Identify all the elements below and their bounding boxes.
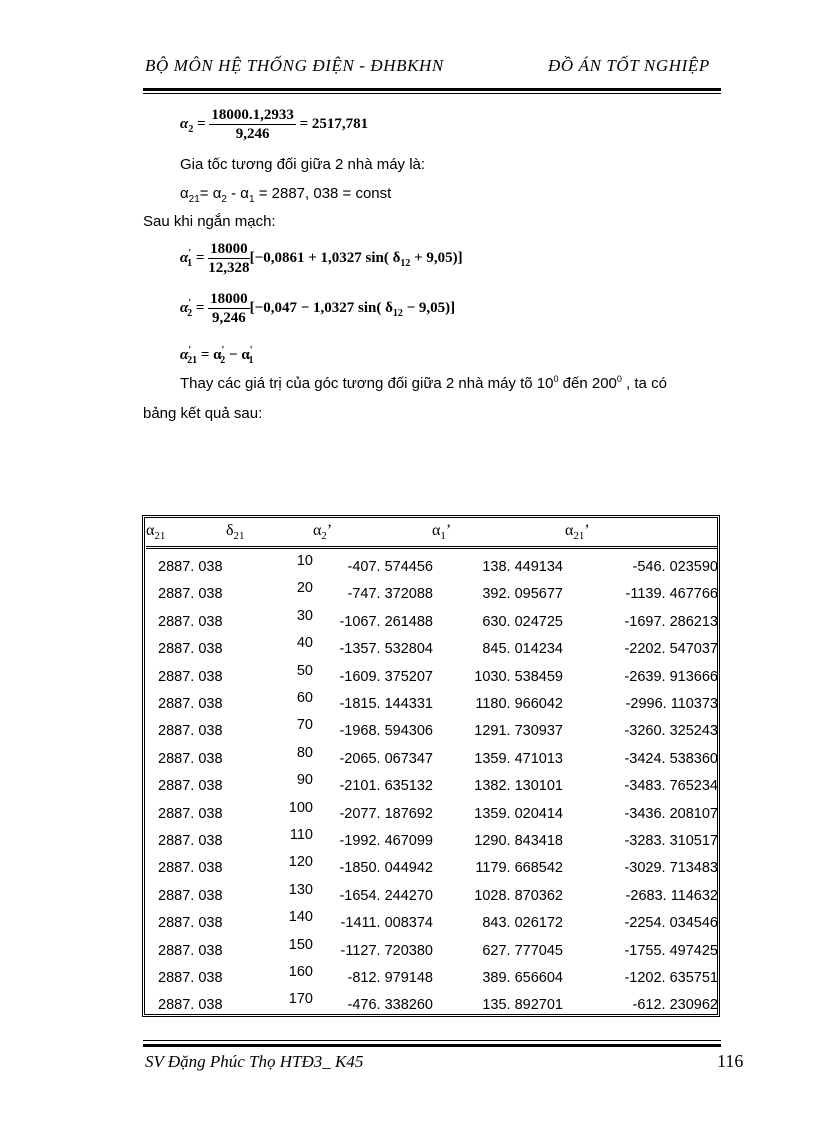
relative-accel-text: Gia tốc tương đối giữa 2 nhà máy là: [180,156,426,173]
table-cell: 2887. 038 [158,942,223,959]
table-cell: -2996. 110373 [625,696,718,712]
table-cell: 130 [288,881,313,898]
table-cell: -1609. 375207 [339,668,433,685]
table-row [146,827,718,855]
table-cell: 1030. 538459 [474,668,563,685]
table-cell: 2887. 038 [158,723,223,740]
table-cell: 2887. 038 [158,778,223,795]
col-header-alpha21: $\alpha_{21}$ [146,522,166,543]
table-cell: 845. 014234 [482,641,563,658]
equation-alpha21: $\alpha_{21}= \alpha_2 - \alpha_1 = 2887$, 038 = const [180,185,392,205]
table-cell: -1654. 244270 [339,887,433,904]
equation-alpha2: $\alpha_2$ = $\frac{18000.1,2933}{9,246}$ = 2517,781 [180,107,369,142]
table-row [146,635,718,663]
table-cell: 2887. 038 [158,970,223,986]
paragraph-line2: bảng kết quả sau: [143,405,263,422]
table-cell: 2887. 038 [158,833,223,849]
table-cell: 389. 656604 [482,970,563,986]
table-cell: 2887. 038 [158,641,223,658]
table-cell: -1755. 497425 [624,942,718,959]
table-cell: -1992. 467099 [339,833,433,849]
table-cell: 110 [289,827,313,843]
table-cell: 843. 026172 [482,915,563,932]
table-cell: -612. 230962 [632,997,718,1014]
table-row [146,964,718,992]
table-cell: 30 [296,607,313,624]
col-header-alpha2-prime: $\alpha_2$’ [313,522,333,543]
table-cell: -2202. 547037 [624,641,718,658]
header-left: BỘ MÔN HỆ THỐNG ĐIỆN - ĐHBKHN [145,56,444,75]
table-cell: -2683. 114632 [625,887,718,904]
table-row [146,580,718,608]
table-cell: -407. 574456 [347,559,433,575]
table-cell: -3483. 765234 [624,778,718,795]
paragraph-line1: Thay các giá trị của góc tương đối giữa 2 nhà máy tõ $10^0$ đến $200^0$ , ta có [180,374,667,392]
table-row [146,663,718,691]
table-cell: -1815. 144331 [339,696,433,712]
table-cell: 40 [296,635,313,652]
table-cell: 150 [288,936,313,953]
table-row [146,800,718,828]
table-cell: 138. 449134 [482,559,563,575]
table-cell: -1202. 635751 [624,970,718,986]
table-row [146,937,718,965]
table-cell: 1180. 966042 [475,696,563,712]
equation-alpha1-prime: $\alpha'_1$ = $\frac{18000}{12,328}$ [−0,0861 + 1,0327 sin( $\delta_{12} + 9,05$)] [180,241,463,276]
equation-alpha2-prime: $\alpha'_2$ = $\frac{18000}{9,246}$ [−0,047 − 1,0327 sin( $\delta_{12} - 9,05$)] [180,291,456,326]
table-cell: 2887. 038 [158,613,223,630]
table-cell: 1382. 130101 [474,778,563,795]
header-rule-thin [143,93,721,94]
table-row [146,882,718,910]
table-row [146,772,718,800]
table-cell: 100 [288,799,313,816]
table-cell: 70 [296,717,313,734]
table-cell: 2887. 038 [158,860,223,877]
after-short-circuit-text: Sau khi ngắn mạch: [143,213,276,230]
table-cell: 2887. 038 [158,887,223,904]
table-cell: -812. 979148 [347,970,433,986]
table-cell: -1968. 594306 [339,723,433,740]
table-cell: 160 [288,964,313,980]
table-cell: 90 [296,772,313,789]
table-cell: 2887. 038 [158,805,223,822]
table-cell: 392. 095677 [482,586,563,603]
table-cell: -3260. 325243 [624,723,718,740]
table-cell: -1067. 261488 [339,613,433,630]
equation-alpha21-prime: $\alpha'_{21} = \alpha'_2 - \alpha'_1$ [180,345,254,366]
table-cell: -2077. 187692 [339,805,433,822]
footer-rule-thick [143,1044,721,1047]
table-cell: -3283. 310517 [624,833,718,849]
table-row [146,991,718,1019]
table-cell: 1291. 730937 [474,723,563,740]
table-cell: -3424. 538360 [624,750,718,767]
table-cell: -2254. 034546 [624,915,718,932]
table-cell: -747. 372088 [347,586,433,603]
table-cell: 2887. 038 [158,586,223,603]
col-header-delta21: $\delta_{21}$ [226,522,245,543]
footer-author: SV Đặng Phúc Thọ HTĐ3_ K45 [145,1052,364,1071]
table-cell: -1127. 720380 [340,942,433,959]
table-cell: 1179. 668542 [475,860,563,877]
table-cell: -476. 338260 [347,997,433,1014]
table-cell: -1850. 044942 [339,860,433,877]
table-cell: 1028. 870362 [474,887,563,904]
table-cell: 2887. 038 [158,668,223,685]
table-cell: 120 [288,854,313,871]
table-cell: -3029. 713483 [624,860,718,877]
table-row [146,854,718,882]
table-cell: 630. 024725 [482,613,563,630]
table-row [146,553,718,581]
table-cell: 20 [296,580,313,597]
table-cell: -1139. 467766 [625,586,718,603]
table-cell: 80 [296,744,313,761]
table-cell: 1359. 471013 [474,750,563,767]
table-cell: 50 [296,662,313,679]
table-cell: 170 [288,991,313,1008]
table-cell: 2887. 038 [158,997,223,1014]
table-row [146,717,718,745]
table-cell: -2065. 067347 [339,750,433,767]
table-cell: 60 [296,690,313,706]
table-cell: -1411. 008374 [340,915,433,932]
table-cell: -2101. 635132 [339,778,433,795]
table-row [146,909,718,937]
footer-rule-thin [143,1040,721,1041]
table-cell: -2639. 913666 [624,668,718,685]
table-cell: 140 [288,909,313,926]
col-header-alpha1-prime: $\alpha_1$’ [432,522,452,543]
table-cell: 135. 892701 [482,997,563,1014]
table-row [146,745,718,773]
table-cell: 2887. 038 [158,559,223,575]
table-cell: 2887. 038 [158,915,223,932]
table-cell: 2887. 038 [158,696,223,712]
table-row [146,690,718,718]
table-cell: 2887. 038 [158,750,223,767]
table-cell: 1359. 020414 [474,805,563,822]
header-right: ĐỒ ÁN TỐT NGHIỆP [548,56,710,75]
page-number: 116 [717,1051,744,1071]
table-cell: -1697. 286213 [624,613,718,630]
header-rule-thick [143,88,721,91]
table-cell: 10 [296,553,313,569]
table-cell: 627. 777045 [482,942,563,959]
col-header-alpha21-prime: $\alpha_{21}$’ [565,522,590,543]
table-row [146,608,718,636]
table-cell: -546. 023590 [632,559,718,575]
table-cell: -3436. 208107 [624,805,718,822]
table-cell: 1290. 843418 [474,833,563,849]
table-cell: -1357. 532804 [339,641,433,658]
